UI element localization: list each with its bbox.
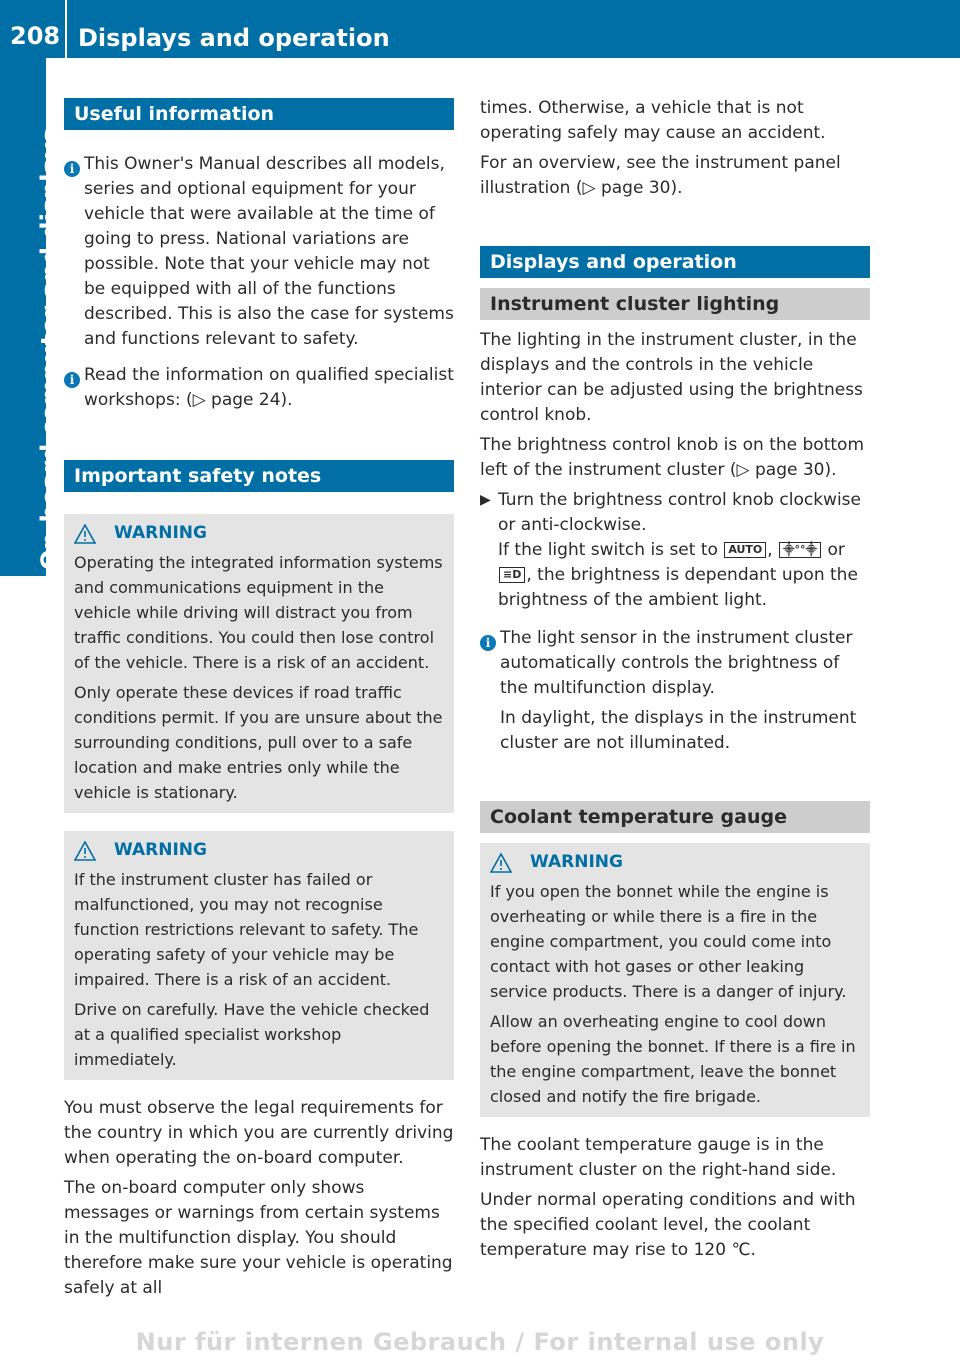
info-text: This Owner's Manual describes all models, series and optional equipment for your vehicle that were available at the time of going to press. National variations are possible. Note that your vehicle may not be equipped with all of the functions described. This is also the case for systems and functions relevant to safety. xyxy=(84,154,454,349)
body-paragraph: For an overview, see the instrument panel illustration (▷ page 30). xyxy=(480,153,841,198)
body-paragraph: The on-board computer only shows messages or warnings from certain systems in the multifunction display. You should therefore make sure your vehicle is operating safely at all xyxy=(64,1178,453,1298)
body-paragraph: You must observe the legal requirements for the country in which you are currently driving when operating the on-board computer. xyxy=(64,1098,454,1168)
lighting-heading: Instrument cluster lighting xyxy=(480,288,870,320)
left-column xyxy=(64,98,454,1306)
body-paragraph: times. Otherwise, a vehicle that is not operating safely may cause an accident. xyxy=(480,98,826,143)
warning-triangle-icon xyxy=(74,524,96,544)
step-text: Turn the brightness control knob clockwise or anti-clockwise. xyxy=(498,490,861,535)
section-tab-label: On-board computer and displays xyxy=(36,128,64,570)
warning-text: If the instrument cluster has failed or malfunctioned, you may not recognise function restrictions relevant to safety. The operating safety of your vehicle may be impaired. There is a risk of an accident. xyxy=(74,870,419,989)
warning-box xyxy=(64,514,454,813)
parking-lamp-symbol-icon: ⸎°°⸎ xyxy=(779,542,821,558)
warning-label: WARNING xyxy=(114,523,207,543)
warning-label: WARNING xyxy=(114,840,207,860)
info-note xyxy=(64,363,454,413)
instruction-step xyxy=(480,488,870,613)
auto-symbol-icon: AUTO xyxy=(724,542,766,558)
useful-info-heading: Useful information xyxy=(64,98,454,130)
internal-use-footer: Nur für internen Gebrauch / For internal use only xyxy=(135,1328,825,1356)
step-arrow-icon: ▶ xyxy=(480,492,491,508)
warning-box xyxy=(64,831,454,1080)
info-text: In daylight, the displays in the instrument cluster are not illuminated. xyxy=(500,708,857,753)
info-note xyxy=(64,152,454,352)
page-number: 208 xyxy=(10,22,61,50)
warning-triangle-icon xyxy=(490,853,512,873)
info-text: Read the information on qualified specialist workshops: (▷ page 24). xyxy=(84,365,454,410)
info-text: The light sensor in the instrument cluster automatically controls the brightness of the multifunction display. xyxy=(500,628,853,698)
warning-triangle-icon xyxy=(74,841,96,861)
coolant-heading: Coolant temperature gauge xyxy=(480,801,870,833)
dipped-beam-symbol-icon: ≡D xyxy=(499,567,525,583)
info-note xyxy=(480,626,870,756)
body-paragraph: The lighting in the instrument cluster, in the displays and the controls in the vehicle interior can be adjusted using the brightness control knob. xyxy=(480,330,863,425)
right-column xyxy=(480,96,870,1268)
warning-text: Only operate these devices if road traffic conditions permit. If you are unsure about the surrounding conditions, pull over to a safe location and make entries only while the vehicle is stationary. xyxy=(74,683,443,802)
warning-text: If you open the bonnet while the engine is overheating or while there is a fire in the engine compartment, you could come into contact with hot gases or other leaking service products. There is a danger of injury. xyxy=(490,882,847,1001)
displays-operation-heading: Displays and operation xyxy=(480,246,870,278)
safety-notes-heading: Important safety notes xyxy=(64,460,454,492)
warning-text: Drive on carefully. Have the vehicle checked at a qualified specialist workshop immediately. xyxy=(74,1000,430,1069)
body-paragraph: The brightness control knob is on the bottom left of the instrument cluster (▷ page 30). xyxy=(480,435,865,480)
warning-label: WARNING xyxy=(530,852,623,872)
warning-text: Allow an overheating engine to cool down before opening the bonnet. If there is a fire in the engine compartment, leave the bonnet closed and notify the fire brigade. xyxy=(490,1012,856,1106)
warning-text: Operating the integrated information systems and communications equipment in the vehicle while driving will distract you from traffic conditions. You could then lose control of the vehicle. There is a risk of an accident. xyxy=(74,553,443,672)
header-divider xyxy=(65,0,67,58)
info-icon: i xyxy=(480,635,496,651)
step-subtext: If the light switch is set to AUTO , ⸎°°⸎ or ≡D , the brightness is dependant upon the brightness of the ambient light. xyxy=(498,540,858,610)
page-heading: Displays and operation xyxy=(78,24,390,52)
info-icon: i xyxy=(64,161,80,177)
warning-box xyxy=(480,843,870,1117)
body-paragraph: Under normal operating conditions and with the specified coolant level, the coolant temperature may rise to 120 ℃. xyxy=(480,1190,856,1260)
body-paragraph: The coolant temperature gauge is in the instrument cluster on the right-hand side. xyxy=(480,1135,837,1180)
info-icon: i xyxy=(64,372,80,388)
